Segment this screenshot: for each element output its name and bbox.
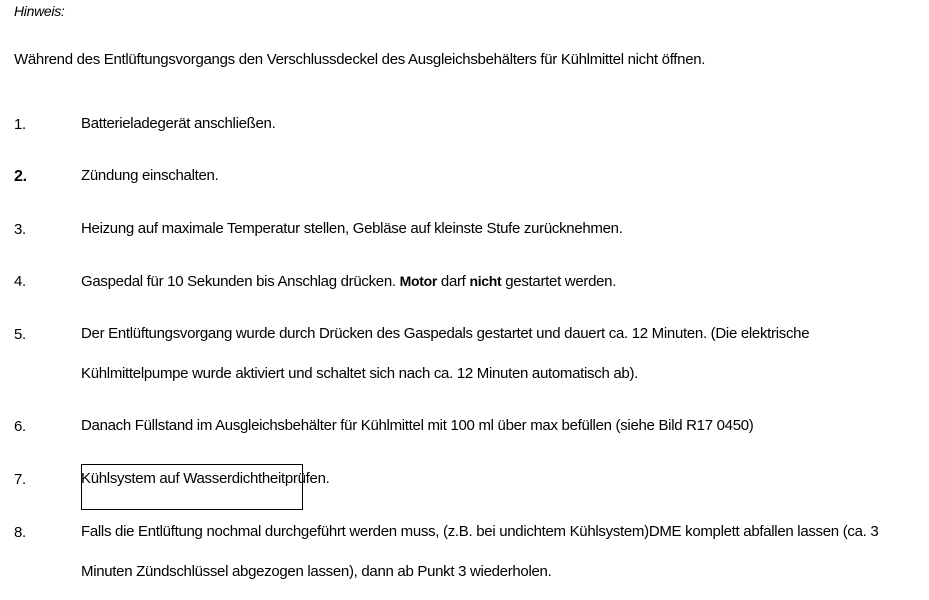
step-text-part: prüfen. xyxy=(284,470,330,487)
step-number: 1. xyxy=(14,116,26,133)
emphasis-motor: Motor xyxy=(399,273,438,289)
step-number: 5. xyxy=(14,326,26,343)
step-text: Heizung auf maximale Temperatur stellen, Gebläse auf kleinste Stufe zurücknehmen. xyxy=(81,220,623,237)
step-text-part: gestartet werden. xyxy=(505,273,617,290)
step-text: Danach Füllstand im Ausgleichsbehälter für Kühlmittel mit 100 ml über max befüllen (siehe Bild R17 0450) xyxy=(81,417,754,434)
step-number: 6. xyxy=(14,418,26,435)
step-text: Der Entlüftungsvorgang wurde durch Drücken des Gaspedals gestartet und dauert ca. 12 Minuten. (Die elektrische Kühlmittelpumpe wurde aktiviert und schaltet sich nach ca. 12 Minuten automatisch ab). xyxy=(81,325,810,382)
step-number: 4. xyxy=(14,273,26,290)
step-number: 2. xyxy=(14,168,27,185)
hint-text: Während des Entlüftungsvorgangs den Verschlussdeckel des Ausgleichsbehälters für Kühlmittel nicht öffnen. xyxy=(14,51,706,68)
step-text: Zündung einschalten. xyxy=(81,167,219,184)
emphasis-nicht: nicht xyxy=(469,273,502,289)
hint-label: Hinweis: xyxy=(14,3,65,19)
step-number: 7. xyxy=(14,471,26,488)
step-text: Batterieladegerät anschließen. xyxy=(81,115,276,132)
step-number: 3. xyxy=(14,221,26,238)
step-text: Falls die Entlüftung nochmal durchgeführt werden muss, (z.B. bei undichtem Kühlsystem)DME komplett abfallen lassen (ca. 3 Minuten Zündschlüssel abgezogen lassen), dann ab Punkt 3 wiederholen. xyxy=(81,523,879,580)
step-text xyxy=(81,261,921,302)
step-text-boxed: Kühlsystem auf Wasserdichtheit xyxy=(81,470,285,487)
text-frame-box xyxy=(81,464,303,510)
step-text-part: darf xyxy=(440,273,466,290)
step-text-part: Gaspedal für 10 Sekunden bis Anschlag drücken. xyxy=(81,273,396,290)
step-number: 8. xyxy=(14,524,26,541)
